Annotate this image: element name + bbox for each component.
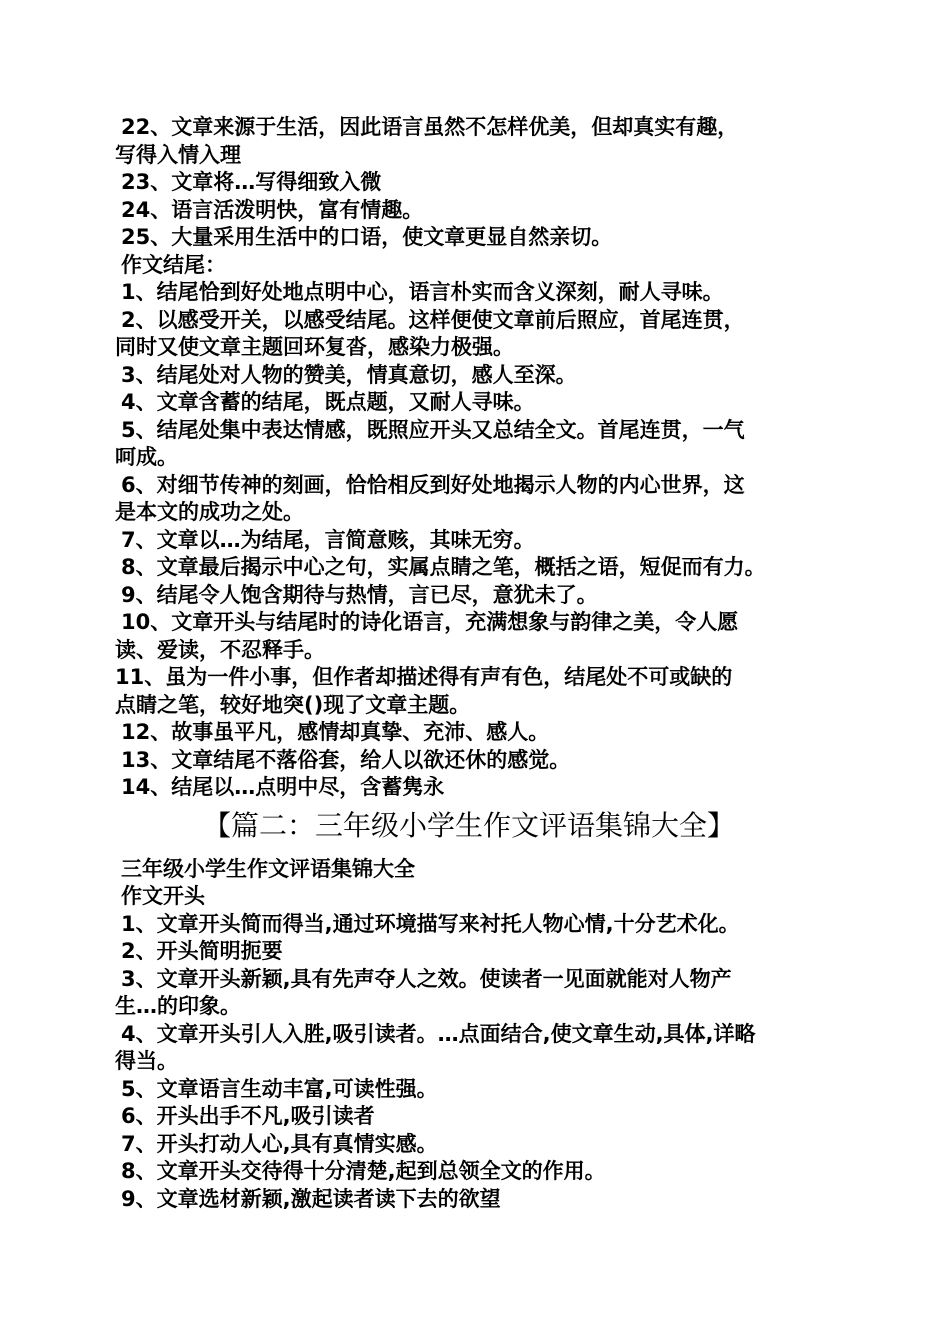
text-line: 得当。	[115, 1049, 178, 1073]
text-line: 13、文章结尾不落俗套，给人以欲还休的感觉。	[121, 747, 571, 772]
document-content	[115, 114, 845, 1213]
text-line: 5、文章语言生动丰富,可读性强。	[121, 1076, 438, 1101]
text-line: 6、对细节传神的刻画，恰恰相反到好处地揭示人物的内心世界，这	[121, 472, 745, 497]
text-line: 22、文章来源于生活，因此语言虽然不怎样优美，但却真实有趣，	[121, 115, 739, 139]
text-line: 1、结尾恰到好处地点明中心，语言朴实而含义深刻，耐人寻味。	[121, 280, 724, 304]
text-line: 7、文章以…为结尾，言简意赅，其味无穷。	[121, 527, 535, 552]
text-line: 作文开头	[121, 884, 205, 908]
text-line: 23、文章将…写得细致入微	[121, 170, 382, 194]
text-line: 呵成。	[115, 445, 178, 469]
text-line: 25、大量采用生活中的口语，使文章更显自然亲切。	[121, 225, 613, 249]
text-line: 8、文章开头交待得十分清楚,起到总领全文的作用。	[121, 1159, 606, 1183]
text-line: 3、文章开头新颖,具有先声夺人之效。使读者一见面就能对人物产	[121, 966, 732, 991]
text-line: 同时又使文章主题回环复沓，感染力极强。	[115, 335, 514, 359]
text-line: 点睛之笔，较好地突()现了文章主题。	[115, 692, 471, 717]
section-heading: 【篇二：三年级小学生作文评语集锦大全】	[203, 808, 736, 842]
text-line: 11、虽为一件小事，但作者却描述得有声有色，结尾处不可或缺的	[115, 665, 733, 689]
section-two-list	[115, 856, 845, 1214]
text-line: 作文结尾：	[121, 252, 226, 277]
text-line: 9、文章选材新颖,激起读者读下去的欲望	[121, 1186, 501, 1211]
text-line: 7、开头打动人心,具有真情实感。	[121, 1131, 438, 1156]
text-line: 1、文章开头简而得当,通过环境描写来衬托人物心情,十分艺术化。	[121, 911, 740, 936]
text-line: 生…的印象。	[115, 994, 241, 1018]
text-line: 4、文章含蓄的结尾，既点题，又耐人寻味。	[121, 390, 535, 414]
text-line: 2、以感受开关，以感受结尾。这样便使文章前后照应，首尾连贯，	[121, 307, 745, 332]
text-line: 6、开头出手不凡,吸引读者	[121, 1104, 375, 1128]
text-line: 写得入情入理	[115, 142, 241, 167]
text-line: 14、结尾以…点明中尽，含蓄隽永	[121, 775, 445, 799]
text-line: 5、结尾处集中表达情感，既照应开头又总结全文。首尾连贯，一气	[121, 417, 745, 442]
text-line: 4、文章开头引人入胜,吸引读者。…点面结合,使文章生动,具体,详略	[121, 1021, 756, 1046]
text-line: 是本文的成功之处。	[115, 500, 304, 524]
text-line: 2、开头简明扼要	[121, 939, 283, 963]
text-line: 10、文章开头与结尾时的诗化语言，充满想象与韵律之美，令人愿	[121, 610, 739, 634]
text-line: 三年级小学生作文评语集锦大全	[121, 856, 415, 881]
text-line: 9、结尾令人饱含期待与热情，言已尽，意犹未了。	[121, 582, 598, 607]
text-line: 3、结尾处对人物的赞美，情真意切，感人至深。	[121, 362, 577, 387]
text-line: 读、爱读，不忍释手。	[115, 637, 325, 662]
text-line: 24、语言活泼明快，富有情趣。	[121, 197, 424, 222]
text-line: 12、故事虽平凡，感情却真挚、充沛、感人。	[121, 720, 550, 744]
text-line: 8、文章最后揭示中心之句，实属点睛之笔，概括之语，短促而有力。	[121, 555, 766, 579]
section-one-list	[115, 114, 845, 802]
